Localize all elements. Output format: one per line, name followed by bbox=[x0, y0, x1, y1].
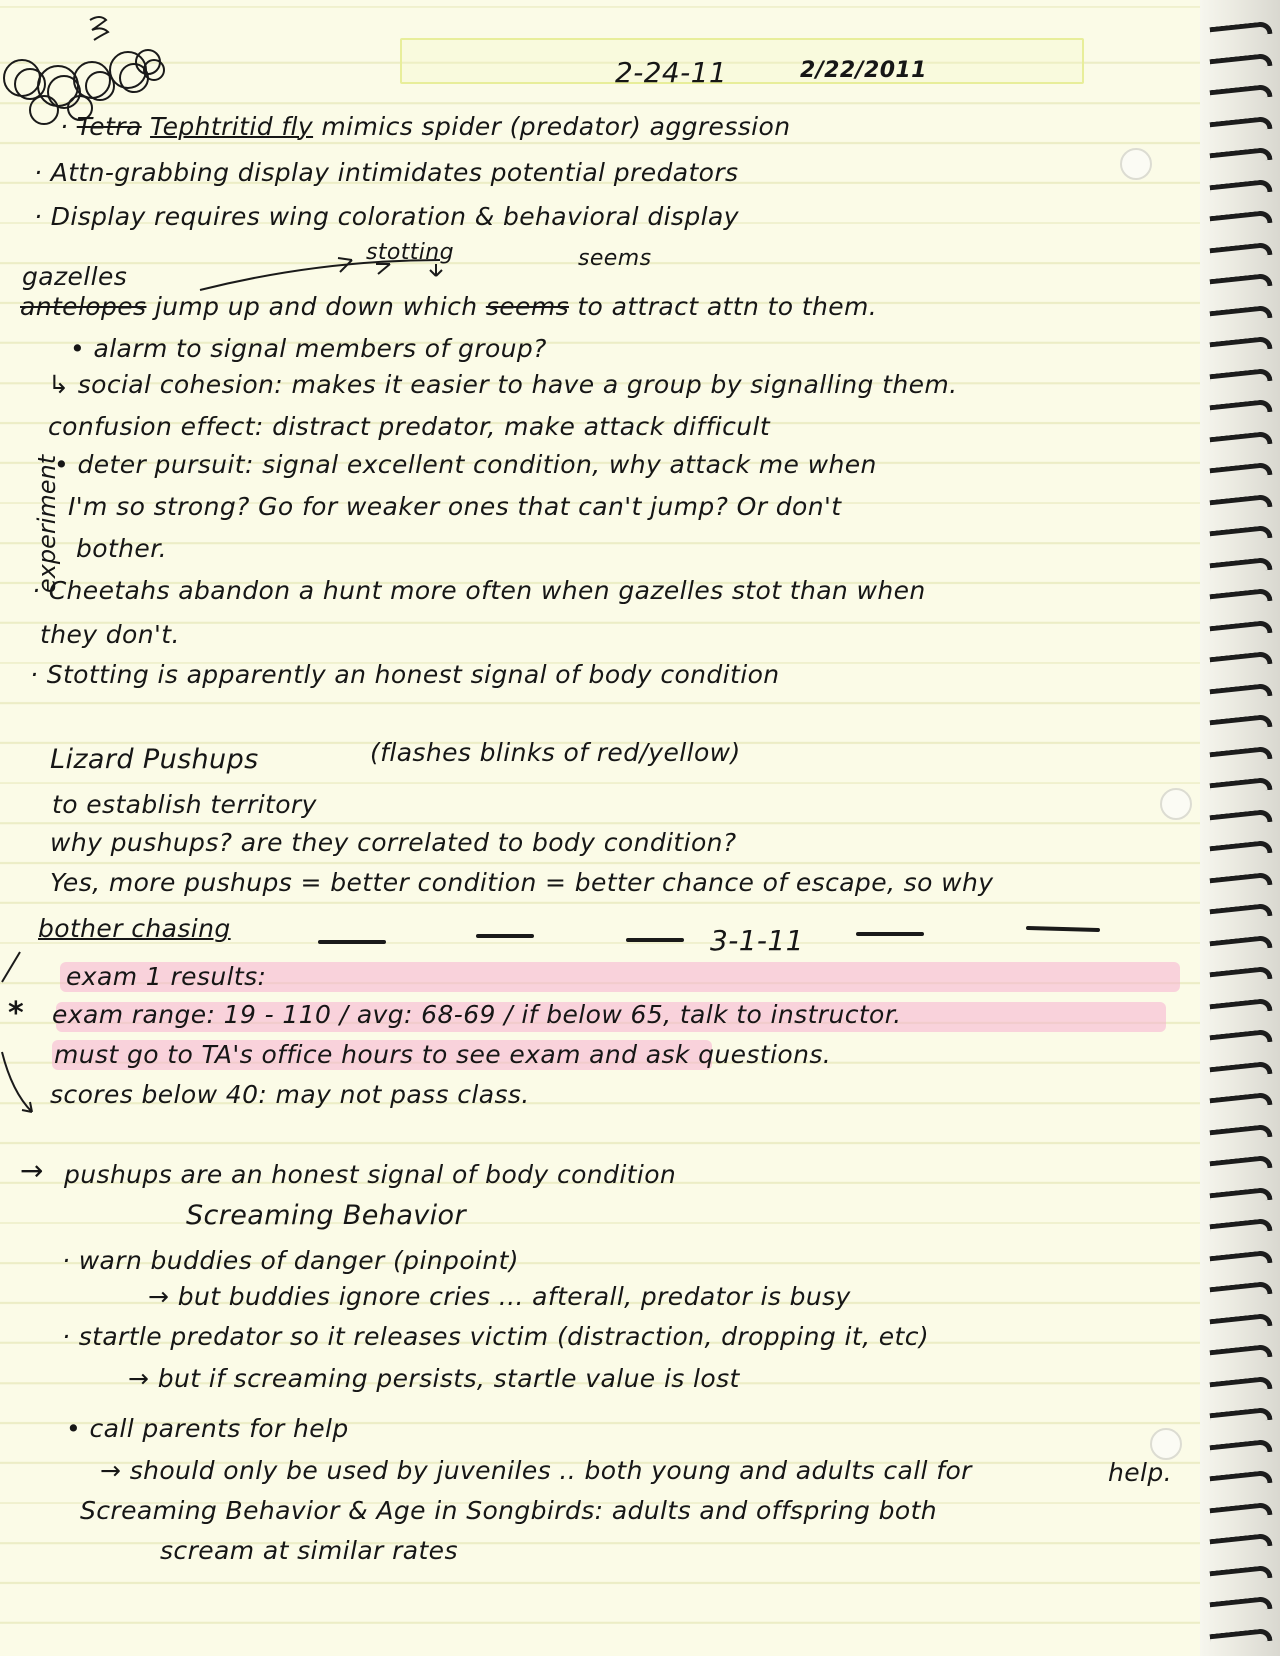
note-line-2: · Attn-grabbing display intimidates potential predators bbox=[34, 158, 739, 187]
exam-star-icon: * bbox=[8, 996, 25, 1031]
screaming-title: Screaming Behavior bbox=[186, 1200, 466, 1231]
exam-ta-line: must go to TA's office hours to see exam and ask questions. bbox=[54, 1040, 832, 1069]
alarm-line: • alarm to signal members of group? bbox=[70, 334, 547, 363]
cheetah-line-2: they don't. bbox=[40, 620, 180, 649]
date-1: 2-24-11 bbox=[615, 56, 728, 89]
warn-line: · warn buddies of danger (pinpoint) bbox=[62, 1246, 519, 1275]
exam-range-line: exam range: 19 - 110 / avg: 68-69 / if below 65, talk to instructor. bbox=[52, 1000, 902, 1029]
seems-label: seems bbox=[578, 246, 652, 271]
right-arrow-icon: → bbox=[20, 1154, 44, 1187]
gazelles-word: gazelles bbox=[22, 262, 128, 291]
call-sub-line: → should only be used by juveniles .. both young and adults call for bbox=[100, 1456, 972, 1485]
cheetah-line-1: · Cheetahs abandon a hunt more often when gazelles stot than when bbox=[32, 576, 926, 605]
deter-line-1: • deter pursuit: signal excellent condition, why attack me when bbox=[54, 450, 877, 479]
lizard-line-2: why pushups? are they correlated to body condition? bbox=[50, 828, 737, 857]
lizard-line-4: bother chasing bbox=[38, 914, 231, 943]
social-line: ↳ social cohesion: makes it easier to have a group by signalling them. bbox=[48, 370, 958, 399]
stotting-honest-line: · Stotting is apparently an honest signal of body condition bbox=[30, 660, 780, 689]
startle-line: · startle predator so it releases victim (distraction, dropping it, etc) bbox=[62, 1322, 930, 1351]
startle-sub-line: → but if screaming persists, startle value is lost bbox=[128, 1364, 740, 1393]
confusion-line: confusion effect: distract predator, make attack difficult bbox=[48, 412, 771, 441]
call-line: • call parents for help bbox=[66, 1414, 349, 1443]
gazelle-line: antelopes jump up and down which seems to attract attn to them. bbox=[20, 292, 878, 321]
margin-note: experiment bbox=[33, 454, 62, 594]
lizard-line-1: to establish territory bbox=[52, 790, 317, 819]
songbirds-line-2: scream at similar rates bbox=[160, 1536, 458, 1565]
exam-title: exam 1 results: bbox=[66, 962, 267, 991]
lizard-title: Lizard Pushups bbox=[50, 744, 259, 775]
deter-line-2: I'm so strong? Go for weaker ones that can't jump? Or don't bbox=[68, 492, 842, 521]
lizard-line-3: Yes, more pushups = better condition = better chance of escape, so why bbox=[50, 868, 994, 897]
note-line-1: · Tetra Tephtritid fly mimics spider (predator) aggression bbox=[60, 112, 791, 141]
date-2: 3-1-11 bbox=[710, 924, 804, 957]
songbirds-line: Screaming Behavior & Age in Songbirds: adults and offspring both bbox=[80, 1496, 938, 1525]
exam-scores-line: scores below 40: may not pass class. bbox=[50, 1080, 530, 1109]
pushups-honest-line: pushups are an honest signal of body condition bbox=[64, 1160, 677, 1189]
date-1-scribble: 2/22/2011 bbox=[800, 58, 927, 83]
help-word: help. bbox=[1108, 1458, 1172, 1487]
warn-sub-line: → but buddies ignore cries ... afterall, predator is busy bbox=[148, 1282, 851, 1311]
note-line-3: · Display requires wing coloration & behavioral display bbox=[34, 202, 739, 231]
stotting-label: stotting bbox=[366, 240, 455, 265]
deter-line-3: bother. bbox=[76, 534, 167, 563]
lizard-flash-note: (flashes blinks of red/yellow) bbox=[370, 738, 741, 767]
